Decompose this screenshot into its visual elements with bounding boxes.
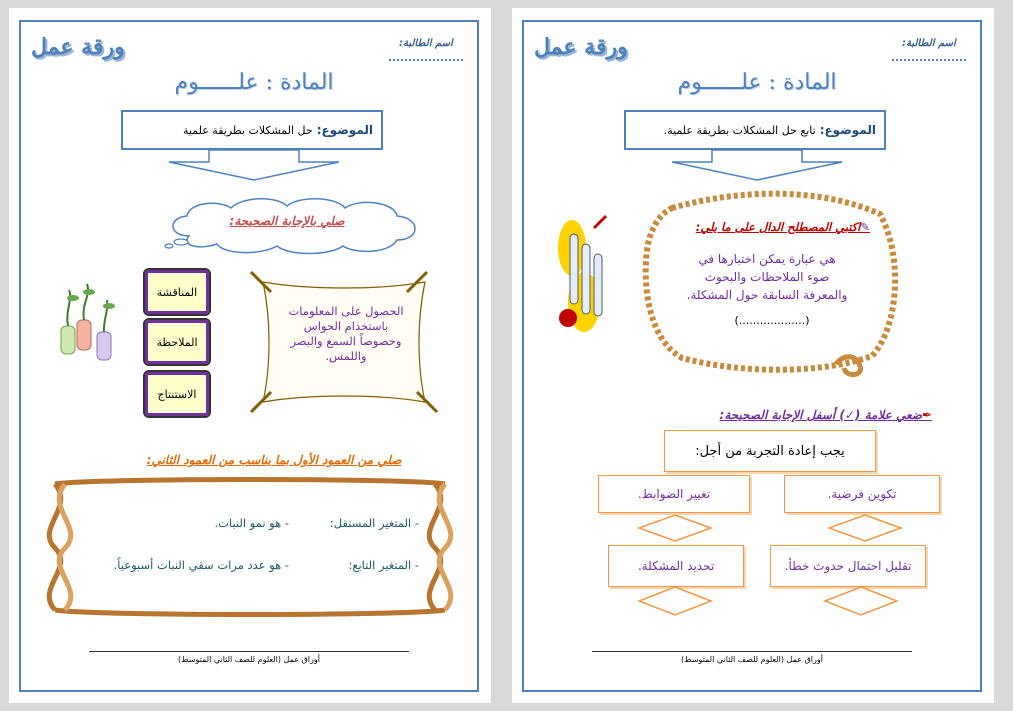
definition-line: والمعرفة السابقة حول المشكلة. xyxy=(686,288,848,302)
checkmark-instruction-text: ضعي علامة (✓) أسفل الإجابة الصحيحة: xyxy=(719,408,922,422)
cloud-instruction: صلي بالإجابة الصحيحة: xyxy=(229,214,345,228)
option-banner[interactable] xyxy=(143,370,211,418)
pencil-icon: ✎ xyxy=(860,220,870,234)
bowling-pins-icon xyxy=(556,214,614,338)
answer-box[interactable] xyxy=(784,475,940,513)
rope-instruction xyxy=(680,220,870,234)
down-arrow-icon xyxy=(632,150,882,186)
footer-text: أوراق عمل (العلوم للصف الثاني المتوسط) xyxy=(681,655,823,664)
answer-text: تقليل احتمال حدوث خطأ. xyxy=(784,559,912,573)
checkmark-diamond[interactable] xyxy=(828,514,902,542)
answer-box[interactable] xyxy=(608,545,744,587)
rope-frame xyxy=(45,478,455,616)
checkmark-diamond[interactable] xyxy=(638,514,712,542)
answer-text: تحديد المشكلة. xyxy=(637,559,715,573)
match-definition: - هو عدد مرات سقي النبات أسبوعياً. xyxy=(113,558,289,572)
topic-box xyxy=(624,110,886,150)
footer-text: أوراق عمل (العلوم للصف الثاني المتوسط) xyxy=(178,655,320,664)
definition-line: هي عبارة يمكن اختبارها في xyxy=(698,252,836,266)
worksheet-page-left xyxy=(9,8,491,703)
answer-box[interactable] xyxy=(770,545,926,587)
student-name-field[interactable] xyxy=(389,59,463,61)
option-label: الملاحظة xyxy=(156,335,198,349)
rope-instruction-text: اكتبي المصطلح الدال على ما يلي: xyxy=(695,220,861,234)
answer-blank[interactable]: (...................) xyxy=(734,314,810,327)
option-label: المناقشة xyxy=(156,285,198,299)
subject-title: المادة : علــــــوم xyxy=(677,70,837,95)
question-text: يجب إعادة التجربة من أجل: xyxy=(695,443,845,459)
checkmark-instruction xyxy=(672,408,932,422)
match-term: - المتغير المستقل: xyxy=(329,516,419,530)
match-term: - المتغير التابع: xyxy=(348,558,419,572)
option-label: الاستنتاج xyxy=(157,387,197,401)
pen-icon: ✒ xyxy=(921,408,932,422)
checkmark-diamond[interactable] xyxy=(638,586,712,616)
sheet-title: ورقة عمل xyxy=(534,34,628,60)
student-name-label: اسم الطالبة: xyxy=(399,38,453,49)
matching-instruction: صلي من العمود الأول بما يناسب من العمود الثاني: xyxy=(146,453,402,467)
topic-label: الموضوع: xyxy=(316,123,373,137)
definition-line: ضوء الملاحظات والبحوث xyxy=(704,270,830,284)
question-box xyxy=(664,430,876,472)
answer-text: تغيير الضوابط. xyxy=(637,487,711,501)
footer-divider xyxy=(592,651,912,652)
subject-title: المادة : علــــــوم xyxy=(174,70,334,95)
option-banner[interactable] xyxy=(143,268,211,316)
topic-text: حل المشكلات بطريقة علمية xyxy=(183,123,313,137)
checkmark-diamond[interactable] xyxy=(824,586,898,616)
sheet-title: ورقة عمل xyxy=(31,34,125,60)
match-definition: - هو نمو النبات. xyxy=(214,516,289,530)
student-name-field[interactable] xyxy=(892,59,966,61)
footer-divider xyxy=(89,651,409,652)
answer-text: تكوين فرضية. xyxy=(827,487,897,501)
option-banner[interactable] xyxy=(143,318,211,366)
student-name-label: اسم الطالبة: xyxy=(902,38,956,49)
definition-text: الحصول على المعلومات باستخدام الحواس وخصوصاً السمع والبصر واللمس. xyxy=(288,304,404,363)
down-arrow-icon xyxy=(129,150,379,186)
topic-label: الموضوع: xyxy=(819,123,876,137)
topic-text: تابع حل المشكلات بطريقة علمية. xyxy=(663,123,816,137)
plant-pots-icon xyxy=(53,280,123,364)
answer-box[interactable] xyxy=(598,475,750,513)
topic-box xyxy=(121,110,383,150)
worksheet-page-right xyxy=(512,8,994,703)
